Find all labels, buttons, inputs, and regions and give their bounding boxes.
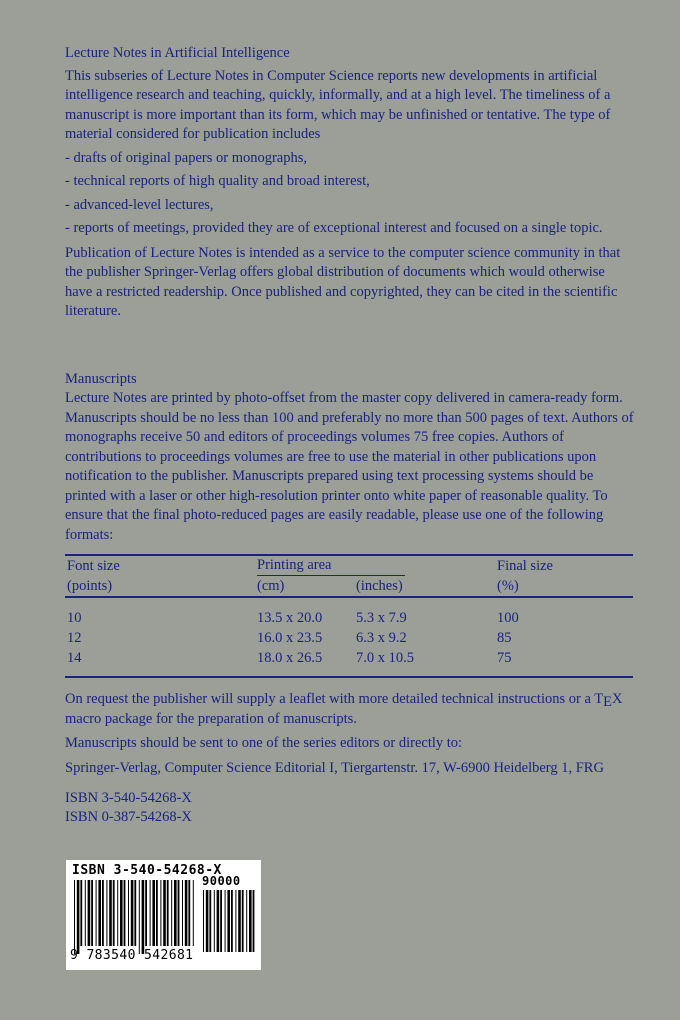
barcode-bar bbox=[120, 880, 123, 946]
barcode-bar bbox=[193, 880, 194, 946]
barcode-bar bbox=[206, 890, 209, 952]
cell-cm: 18.0 x 26.5 bbox=[257, 650, 323, 666]
barcode-bar bbox=[160, 880, 161, 946]
cell-final: 75 bbox=[497, 650, 512, 666]
barcode-bar bbox=[109, 880, 112, 946]
barcode-bar bbox=[113, 880, 115, 946]
barcode-bar bbox=[174, 880, 177, 946]
barcode-bar bbox=[185, 880, 188, 946]
header-points: (points) bbox=[65, 576, 255, 597]
cell-font: 14 bbox=[67, 650, 82, 666]
publication-paragraph: Publication of Lecture Notes is intended as a service to the computer science community in that the publisher Springer-Verlag offers global distribution of documents which would otherwise have a restricted readership. Once published and copyrighted, they can be cited in the scientific literature. bbox=[65, 244, 621, 319]
cell-cm: 13.5 x 20.0 bbox=[257, 610, 323, 626]
barcode-bar bbox=[217, 890, 220, 952]
back-cover-text bbox=[65, 44, 635, 828]
barcode-bar bbox=[238, 890, 241, 952]
cell-inches: 5.3 x 7.9 bbox=[356, 610, 407, 626]
barcode-bar bbox=[134, 880, 136, 946]
barcode-bar bbox=[152, 880, 155, 946]
formats-table bbox=[65, 554, 633, 678]
barcode-addon-text: 90000 bbox=[202, 874, 241, 888]
barcode-bar bbox=[231, 890, 233, 952]
cell-font: 12 bbox=[67, 630, 82, 646]
cell-cm: 16.0 x 23.5 bbox=[257, 630, 323, 646]
manuscripts-heading: Manuscripts bbox=[65, 370, 137, 387]
barcode-bar bbox=[128, 880, 129, 946]
barcode-bar bbox=[139, 880, 140, 954]
send-to-line: Manuscripts should be sent to one of the series editors or directly to: bbox=[65, 735, 463, 751]
table-row bbox=[65, 648, 633, 677]
barcode-bar bbox=[227, 890, 230, 952]
barcode-bar bbox=[131, 880, 134, 946]
barcode-bar bbox=[214, 890, 215, 952]
barcode-bar bbox=[242, 890, 244, 952]
barcode-bar bbox=[188, 880, 190, 946]
barcode-bar bbox=[182, 880, 183, 946]
barcode-bar bbox=[171, 880, 172, 946]
barcode-bar bbox=[91, 880, 93, 946]
bullet-item: - technical reports of high quality and broad interest, bbox=[65, 173, 370, 189]
barcode-bar bbox=[106, 880, 107, 946]
cell-inches: 7.0 x 10.5 bbox=[356, 650, 414, 666]
barcode-bar bbox=[77, 880, 80, 954]
barcode-bar bbox=[209, 890, 211, 952]
cell-inches: 6.3 x 9.2 bbox=[356, 630, 407, 646]
barcode-bar bbox=[88, 880, 91, 946]
cell-final: 100 bbox=[497, 610, 519, 626]
barcode bbox=[66, 860, 261, 970]
barcode-bar bbox=[142, 880, 145, 954]
series-intro: This subseries of Lecture Notes in Computer Science reports new developments in artificial intelligence research and teaching, quickly, informally, and at a high level. The timeliness of a manuscript is more important than its form, which may be unfinished or tentative. The type of material considered for publication includes bbox=[65, 67, 611, 142]
manuscripts-body: Lecture Notes are printed by photo-offset from the master copy delivered in camera-ready form. Manuscripts should be no less than 100 and preferably no more than 500 pages of text. Authors of monographs receive 50 and editors of proceedings volumes 75 free copies. Authors of contributions to proceedings volumes are free to use the material in other publications upon notification to the publisher. Manuscripts prepared using text processing systems should be printed with a laser or other high-resolution printer onto white paper of reasonable quality. To ensure that the final photo-reduced pages are easily readable, please use one of the following formats: bbox=[65, 390, 634, 543]
bullet-item: - advanced-level lectures, bbox=[65, 196, 214, 213]
barcode-ean-text: 9 783540 542681 bbox=[70, 948, 194, 963]
barcode-bar bbox=[163, 880, 166, 946]
barcode-bar bbox=[203, 890, 204, 952]
barcode-bar bbox=[145, 880, 147, 946]
barcode-bar bbox=[98, 880, 101, 946]
cell-final: 85 bbox=[497, 630, 512, 646]
barcode-bar bbox=[117, 880, 118, 946]
barcode-bar bbox=[178, 880, 180, 946]
publisher-address: Springer-Verlag, Computer Science Editorial I, Tiergartenstr. 17, W-6900 Heidelberg 1, FRG bbox=[65, 759, 604, 776]
isbn-line: ISBN 0-387-54268-X bbox=[65, 809, 192, 825]
bullet-item: - drafts of original papers or monographs, bbox=[65, 149, 308, 166]
table-row bbox=[65, 597, 633, 628]
header-percent: (%) bbox=[495, 576, 633, 597]
barcode-bar bbox=[225, 890, 226, 952]
barcode-bar bbox=[253, 890, 255, 952]
barcode-bar bbox=[96, 880, 97, 946]
barcode-bar bbox=[220, 890, 222, 952]
barcode-bar bbox=[74, 880, 75, 954]
barcode-bar bbox=[167, 880, 169, 946]
barcode-bar bbox=[85, 880, 86, 946]
barcode-bar bbox=[80, 880, 82, 946]
bullet-item: - reports of meetings, provided they are of exceptional interest and focused on a single topic. bbox=[65, 220, 603, 236]
barcode-bar bbox=[235, 890, 236, 952]
header-font-size: Font size bbox=[67, 557, 120, 574]
barcode-bar bbox=[124, 880, 126, 946]
series-title: Lecture Notes in Artificial Intelligence bbox=[65, 45, 290, 61]
header-inches: (inches) bbox=[354, 576, 495, 597]
header-cm: (cm) bbox=[255, 576, 354, 597]
table-row bbox=[65, 628, 633, 648]
barcode-bar bbox=[246, 890, 247, 952]
isbn-line: ISBN 3-540-54268-X bbox=[65, 790, 192, 806]
barcode-bar bbox=[102, 880, 104, 946]
header-printing-area: Printing area bbox=[255, 555, 495, 576]
barcode-bar bbox=[249, 890, 252, 952]
cell-font: 10 bbox=[67, 610, 82, 626]
barcode-bar bbox=[150, 880, 151, 946]
header-final-size: Final size bbox=[497, 557, 553, 574]
barcode-isbn-text: ISBN 3-540-54268-X bbox=[72, 863, 222, 878]
barcode-bar bbox=[156, 880, 158, 946]
request-paragraph: On request the publisher will supply a leaflet with more detailed technical instructions or a TEX macro package for the preparation of manuscripts. bbox=[65, 691, 623, 727]
